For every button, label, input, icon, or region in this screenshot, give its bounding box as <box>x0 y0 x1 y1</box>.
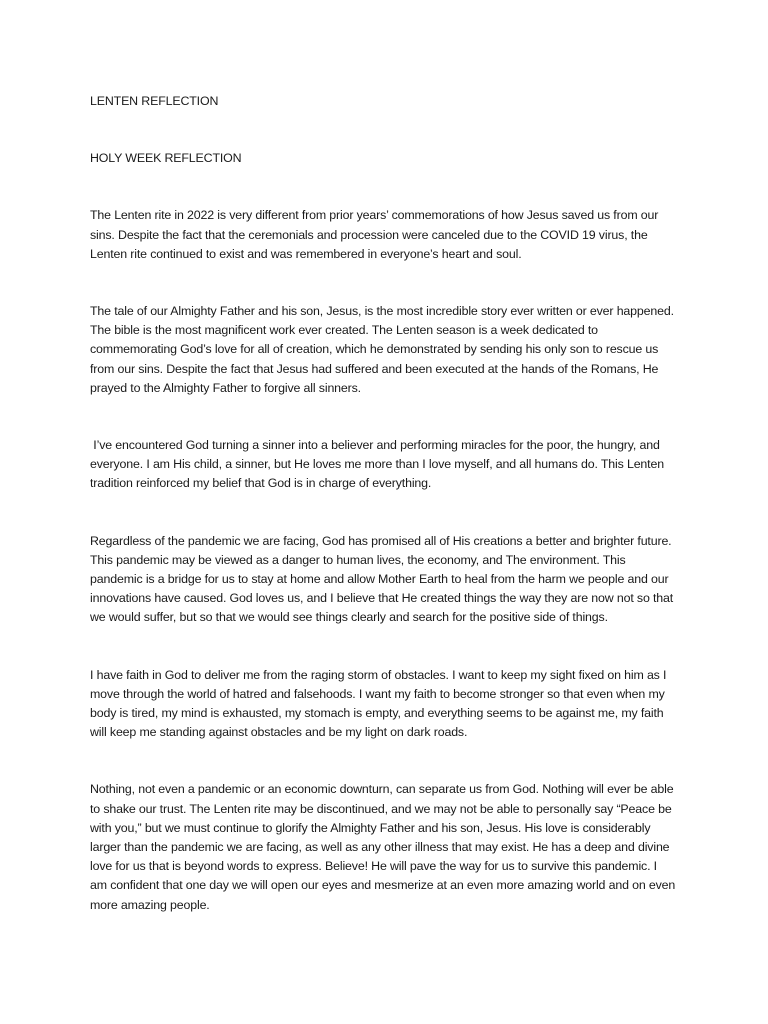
paragraph-4: Regardless of the pandemic we are facing, God has promised all of His creations a better and brighter future. This pandemic may be viewed as a danger to human lives, the economy, and The environment. This pandemic is a bridge for us to stay at home and allow Mother Earth to heal from the harm we people and our innovations have caused. God loves us, and I believe that He created things the way they are now not so that we would suffer, but so that we would see things clearly and search for the positive side of things. <box>90 533 674 625</box>
document-page <box>90 92 676 915</box>
document-subtitle: HOLY WEEK REFLECTION <box>90 151 242 166</box>
paragraph-2: The tale of our Almighty Father and his son, Jesus, is the most incredible story ever written or ever happened. The bible is the most magnificent work ever created. The Lenten season is a week dedicated to commemorating God’s love for all of creation, which he demonstrated by sending his only son to rescue us from our sins. Despite the fact that Jesus had suffered and been executed at the hands of the Romans, He prayed to the Almighty Father to forgive all sinners. <box>90 304 674 395</box>
paragraph-1: The Lenten rite in 2022 is very different from prior years’ commemorations of how Jesus saved us from our sins. Despite the fact that the ceremonials and procession were canceled due to the COVID 19 virus, the Lenten rite continued to exist and was remembered in everyone’s heart and soul. <box>90 208 659 261</box>
paragraph-5: I have faith in God to deliver me from the raging storm of obstacles. I want to keep my sight fixed on him as I move through the world of hatred and falsehoods. I want my faith to become stronger so that even when my body is tired, my mind is exhausted, my stomach is empty, and everything seems to be against me, my faith will keep me standing against obstacles and be my light on dark roads. <box>90 667 667 740</box>
paragraph-6: Nothing, not even a pandemic or an economic downturn, can separate us from God. Nothing will ever be able to shake our trust. The Lenten rite may be discontinued, and we may not be able to personally say “Peace be with you,” but we must continue to glorify the Almighty Father and his son, Jesus. His love is considerably larger than the pandemic we are facing, as well as any other illness that may exist. He has a deep and divine love for us that is beyond words to express. Believe! He will pave the way for us to survive this pandemic. I am confident that one day we will open our eyes and mesmerize at an even more amazing world and on even more amazing people. <box>90 782 676 912</box>
paragraph-3: I’ve encountered God turning a sinner into a believer and performing miracles for the poor, the hungry, and everyone. I am His child, a sinner, but He loves me more than I love myself, and all humans do. This Lenten tradition reinforced my belief that God is in charge of everything. <box>90 438 668 491</box>
document-title: LENTEN REFLECTION <box>90 94 219 108</box>
